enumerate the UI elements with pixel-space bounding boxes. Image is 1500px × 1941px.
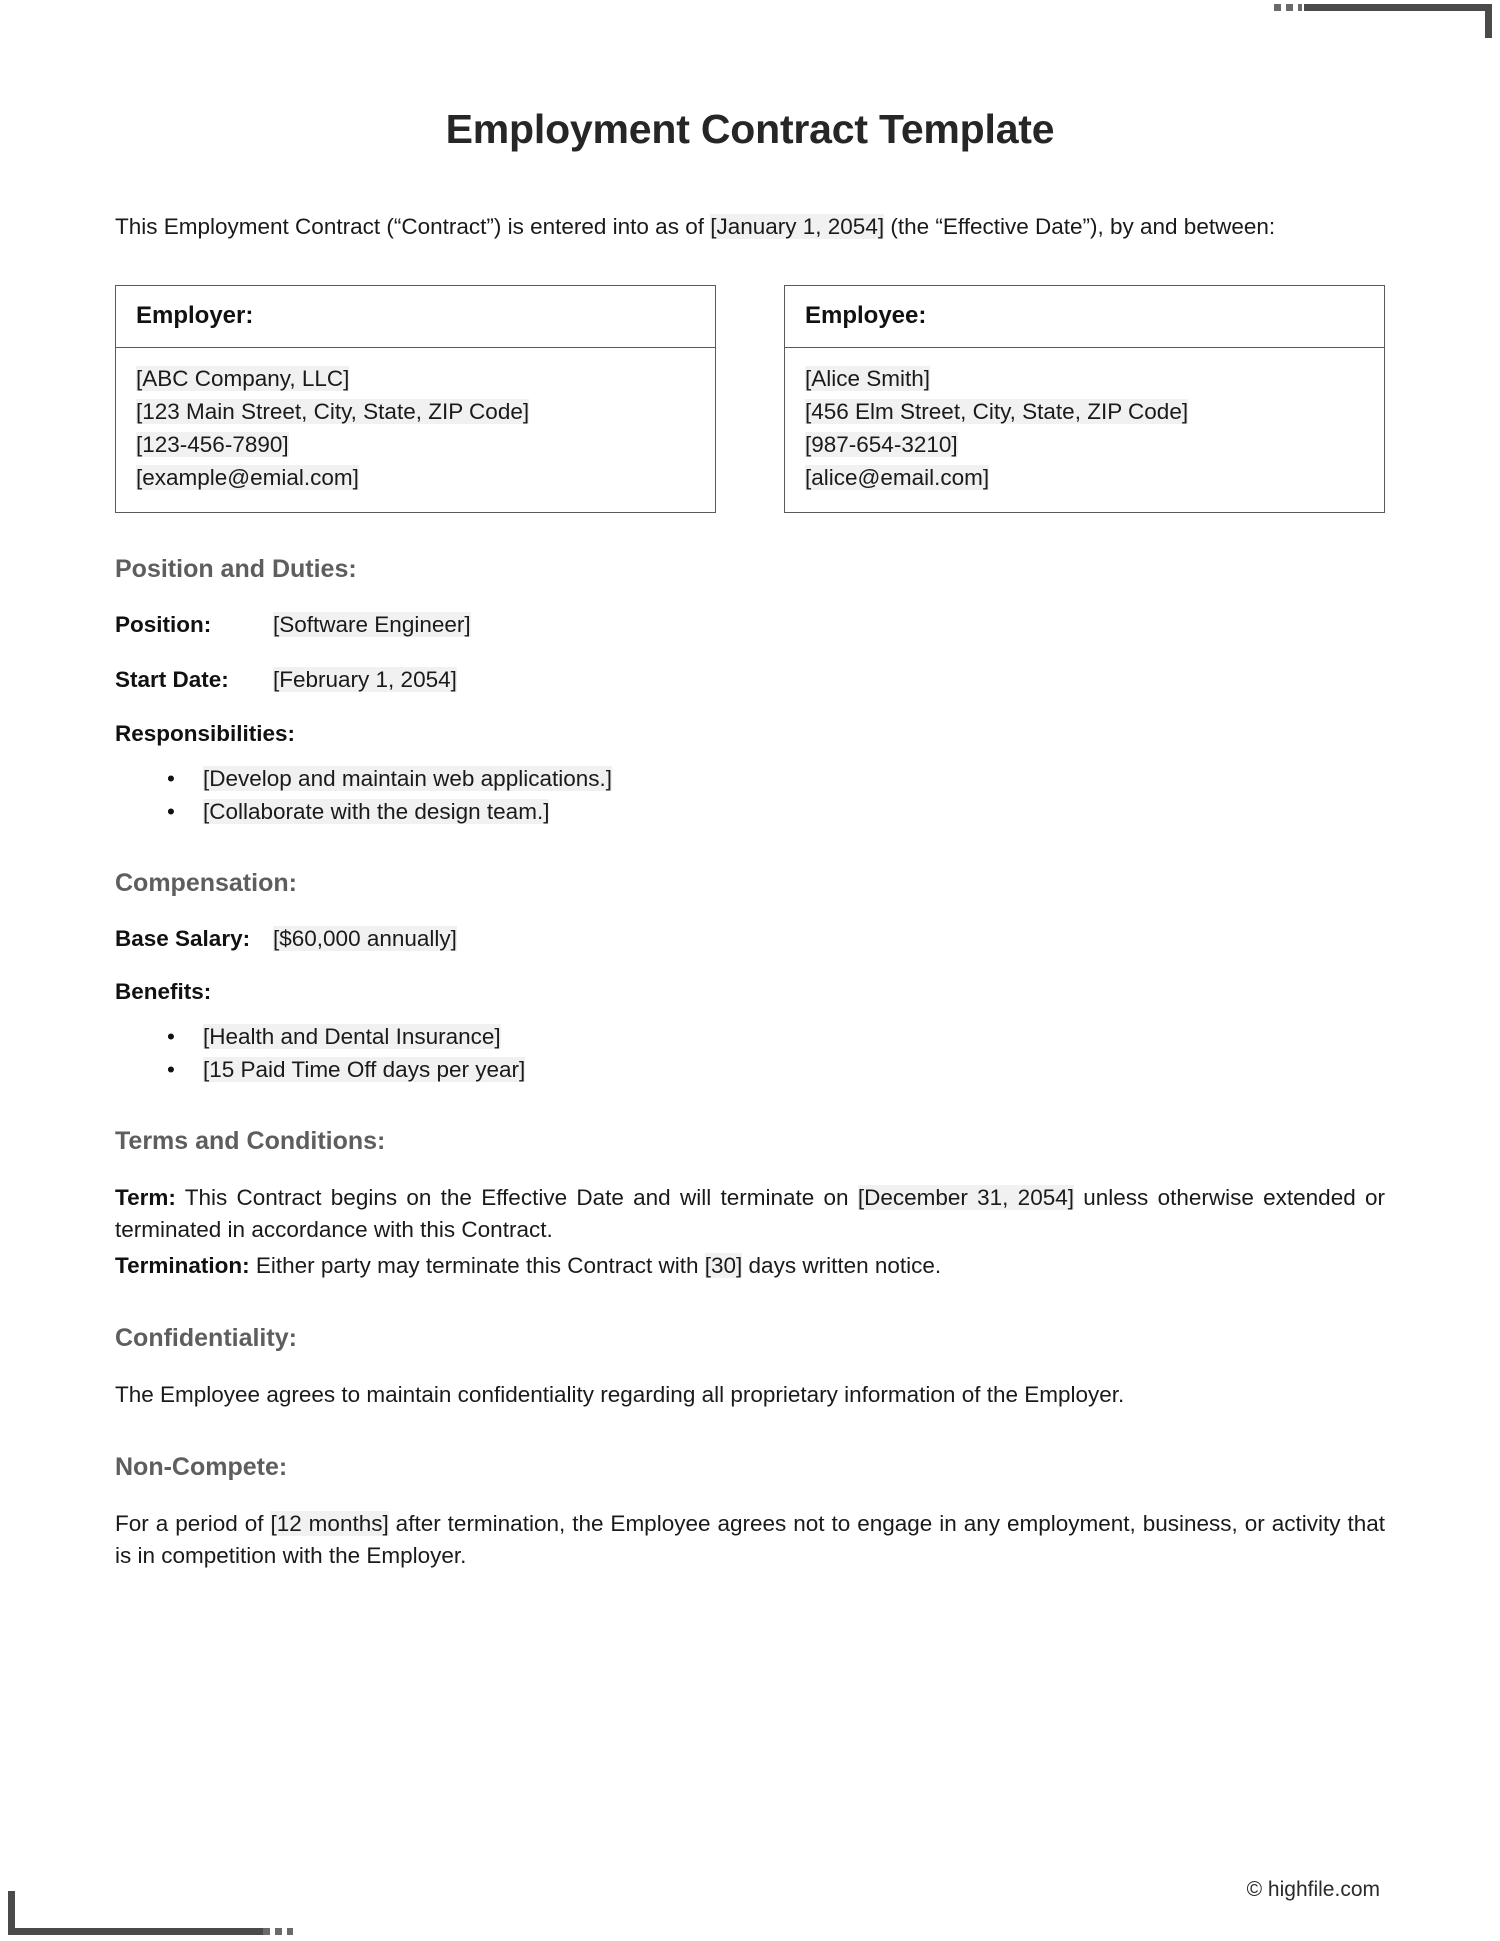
- corner-dash-segment-bottom: [263, 1928, 293, 1935]
- responsibilities-label: Responsibilities:: [115, 720, 296, 746]
- non-compete-period: [12 months]: [270, 1510, 389, 1536]
- section-heading-position-and-duties: Position and Duties:: [115, 555, 357, 584]
- responsibility-text: [Collaborate with the design team.]: [203, 798, 550, 824]
- base-salary-value: [$60,000 annually]: [273, 925, 457, 951]
- termination-text-before: Either party may terminate this Contract with: [249, 1253, 705, 1278]
- intro-suffix-text: (the “Effective Date”), by and between:: [884, 214, 1276, 239]
- list-item: [167, 1054, 1385, 1085]
- employee-email: [alice@email.com]: [805, 465, 990, 491]
- employer-address: [123 Main Street, City, State, ZIP Code]: [136, 399, 530, 424]
- term-text-before: This Contract begins on the Effective Date and will terminate on: [175, 1185, 858, 1211]
- non-compete-paragraph: [115, 1508, 1385, 1572]
- section-heading-compensation: Compensation:: [115, 868, 297, 897]
- non-compete-text-before: For a period of: [115, 1510, 271, 1536]
- list-item: [167, 763, 1385, 794]
- employee-email-line: [805, 461, 1364, 494]
- employee-name: [Alice Smith]: [805, 365, 931, 391]
- employer-email-line: [136, 461, 695, 494]
- employer-box: [115, 285, 716, 513]
- term-end-date: [December 31, 2054]: [857, 1185, 1074, 1211]
- responsibility-text: [Develop and maintain web applications.]: [203, 765, 612, 791]
- start-date-value: [February 1, 2054]: [273, 667, 457, 693]
- bullet-icon: •: [167, 798, 175, 824]
- termination-text-after: days written notice.: [742, 1253, 942, 1278]
- intro-prefix-text: This Employment Contract (“Contract”) is entered into as of: [115, 214, 711, 239]
- term-text-after: unless otherwise extended or terminated in accordance with this Contract.: [115, 1185, 1386, 1243]
- start-date-row: [115, 665, 1385, 694]
- term-paragraph: [115, 1182, 1385, 1246]
- benefit-text: [15 Paid Time Off days per year]: [203, 1057, 526, 1083]
- bullet-icon: •: [167, 765, 175, 791]
- page-title: Employment Contract Template: [445, 106, 1055, 152]
- termination-paragraph: [115, 1250, 1385, 1282]
- bullet-icon: •: [167, 1024, 175, 1050]
- employee-address: [456 Elm Street, City, State, ZIP Code]: [805, 399, 1189, 424]
- employer-details: [116, 348, 715, 512]
- section-heading-non-compete: Non-Compete:: [115, 1452, 288, 1481]
- employee-phone: [987-654-3210]: [805, 432, 958, 458]
- confidentiality-paragraph: The Employee agrees to maintain confidentiality regarding all proprietary information of the Employer.: [115, 1381, 1125, 1407]
- benefit-text: [Health and Dental Insurance]: [203, 1024, 501, 1050]
- section-heading-confidentiality: Confidentiality:: [115, 1323, 297, 1352]
- position-row: [115, 610, 1385, 639]
- position-value-wrap: [273, 610, 471, 639]
- employee-details: [785, 348, 1384, 512]
- effective-date-placeholder: [January 1, 2054]: [710, 214, 885, 239]
- employee-address-line: [805, 395, 1364, 428]
- section-heading-terms-and-conditions: Terms and Conditions:: [115, 1127, 386, 1156]
- base-salary-row: [115, 924, 1385, 953]
- intro-paragraph: [115, 211, 1385, 243]
- employee-phone-line: [805, 428, 1364, 461]
- base-salary-value-wrap: [273, 924, 457, 953]
- list-item: [167, 1021, 1385, 1052]
- benefits-list: [115, 1021, 1385, 1085]
- corner-vertical-bottom: [8, 1891, 15, 1935]
- list-item: [167, 796, 1385, 827]
- employee-box: [784, 285, 1385, 513]
- employer-name-line: [136, 362, 695, 395]
- position-label: Position:: [115, 612, 212, 638]
- employer-phone: [123-456-7890]: [136, 432, 289, 458]
- termination-notice-days: [30]: [704, 1253, 743, 1278]
- termination-label: Termination:: [115, 1253, 250, 1278]
- footer-copyright: © highfile.com: [1246, 1878, 1380, 1901]
- bullet-icon: •: [167, 1057, 175, 1083]
- responsibilities-list: [115, 763, 1385, 827]
- employer-heading: Employer:: [116, 286, 715, 348]
- start-date-label: Start Date:: [115, 667, 229, 693]
- employer-name: [ABC Company, LLC]: [136, 365, 350, 391]
- employer-address-line: [136, 395, 695, 428]
- start-date-value-wrap: [273, 665, 457, 694]
- employee-heading: Employee:: [785, 286, 1384, 348]
- position-value: [Software Engineer]: [273, 612, 471, 638]
- parties-container: [115, 285, 1385, 513]
- corner-horizontal-bottom: [8, 1928, 263, 1935]
- employer-email: [example@emial.com]: [136, 465, 359, 491]
- base-salary-label: Base Salary:: [115, 925, 251, 951]
- non-compete-text-after: after termination, the Employee agrees not to engage in any employment, business, or activity that is in competition with the Employer.: [115, 1510, 1385, 1568]
- benefits-label: Benefits:: [115, 979, 212, 1005]
- employer-phone-line: [136, 428, 695, 461]
- term-label: Term:: [115, 1185, 176, 1211]
- corner-bracket-bottom-left: [0, 1883, 230, 1941]
- employee-name-line: [805, 362, 1364, 395]
